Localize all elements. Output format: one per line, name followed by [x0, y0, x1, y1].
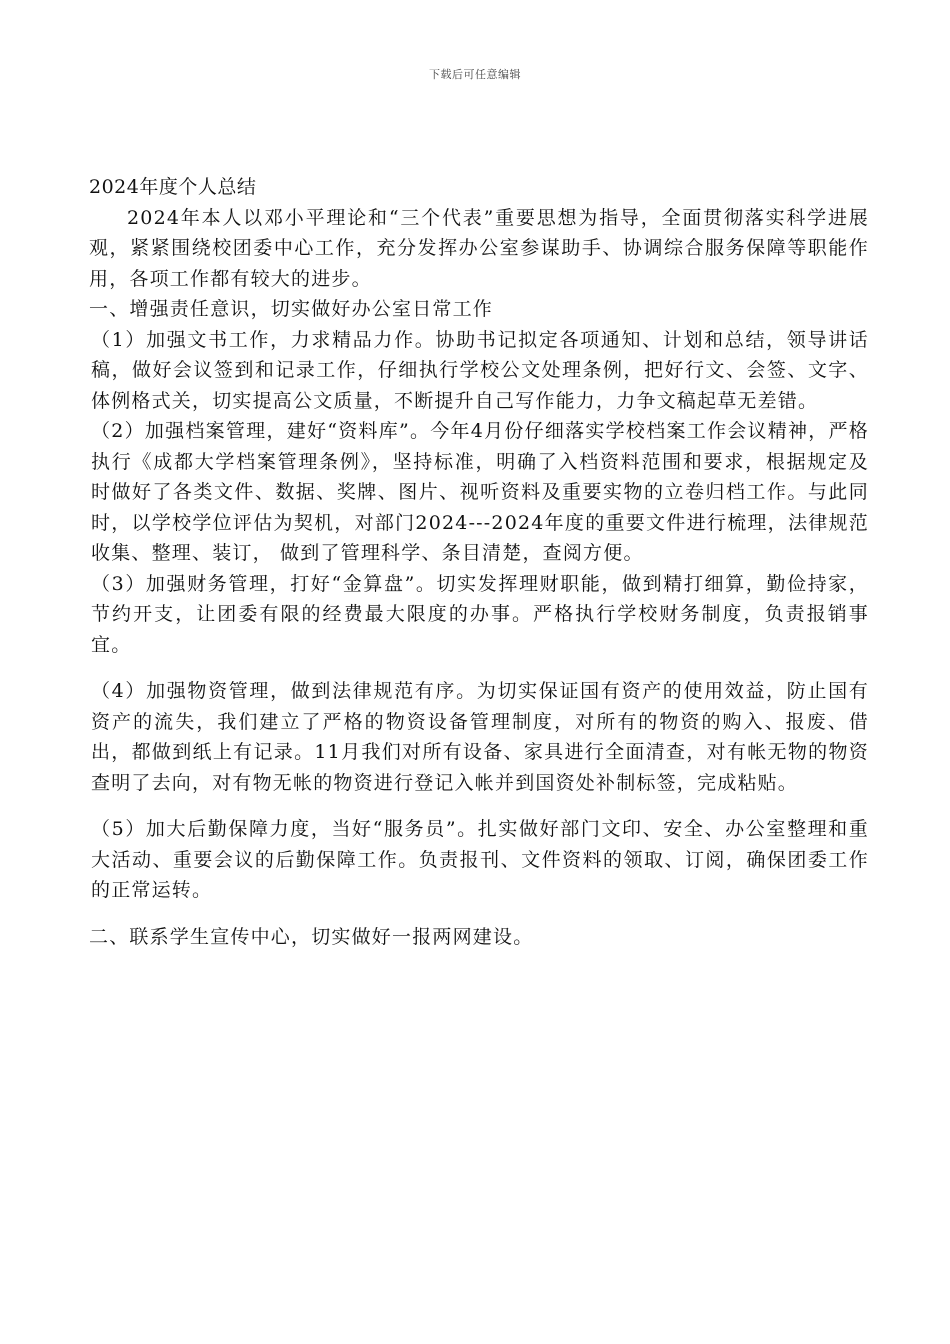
item-paragraph-5: （5）加大后勤保障力度，当好“服务员”。扎实做好部门文印、安全、办公室整理和重大活动、重要会议的后勤保障工作。负责报刊、文件资料的领取、订阅，确保团委工作的正常运转。 — [91, 818, 869, 901]
item-paragraph-1: （1）加强文书工作，力求精品力作。协助书记拟定各项通知、计划和总结，领导讲话稿，做好会议签到和记录工作，仔细执行学校公文处理条例，把好行文、会签、文字、体例格式关，切实提高公文质量，不断提升自己写作能力，力争文稿起草无差错。 — [91, 328, 869, 412]
header-note: 下载后可任意编辑 — [429, 68, 521, 81]
item-paragraph-2: （2）加强档案管理，建好“资料库”。今年4月份仔细落实学校档案工作会议精神，严格执行《成都大学档案管理条例》，坚持标准，明确了入档资料范围和要求，根据规定及时做好了各类文件、数据、奖牌、图片、视听资料及重要实物的立卷归档工作。与此同时，以学校学位评估为契机，对部门2024---2024年度的重要文件进行梳理，法律规范收集、整理、装订， 做到了管理科学、条目清楚，查阅方便。 — [91, 420, 869, 564]
section-heading-1: 一、增强责任意识，切实做好办公室日常工作 — [89, 298, 494, 320]
document-title: 2024年度个人总结 — [89, 176, 257, 198]
item-paragraph-3: （3）加强财务管理，打好“金算盘”。切实发挥理财职能，做到精打细算，勤俭持家，节约开支，让团委有限的经费最大限度的办事。严格执行学校财务制度，负责报销事宜。 — [91, 572, 869, 656]
section-heading-2: 二、联系学生宣传中心，切实做好一报两网建设。 — [89, 925, 534, 948]
item-paragraph-4: （4）加强物资管理，做到法律规范有序。为切实保证国有资产的使用效益，防止国有资产的流失，我们建立了严格的物资设备管理制度，对所有的物资的购入、报废、借出，都做到纸上有记录。11月我们对所有设备、家具进行全面清查，对有帐无物的物资查明了去向，对有物无帐的物资进行登记入帐并到国资处补制标签，完成粘贴。 — [91, 680, 869, 794]
document-body — [89, 172, 869, 952]
intro-paragraph: 2024年本人以邓小平理论和“三个代表”重要思想为指导，全面贯彻落实科学进展观，紧紧围绕校团委中心工作，充分发挥办公室参谋助手、协调综合服务保障等职能作用，各项工作都有较大的进步。 — [89, 206, 869, 290]
